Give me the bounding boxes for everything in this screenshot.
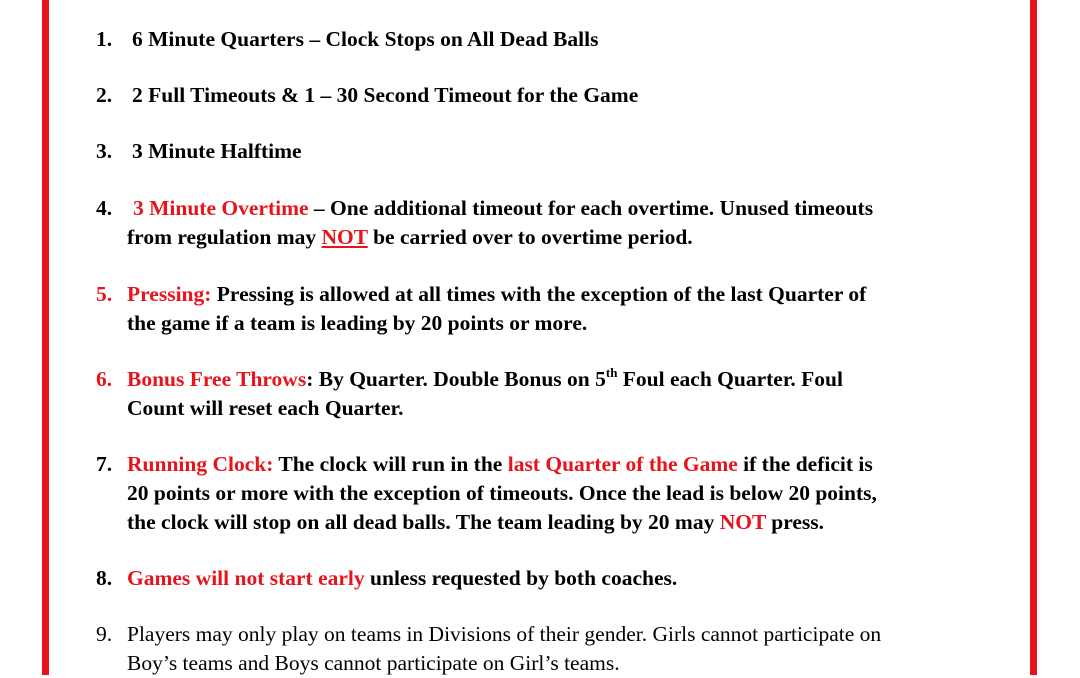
rule-highlight: last Quarter of the Game — [507, 452, 738, 476]
rule-number: 5. — [96, 282, 113, 306]
rule-line: – One additional timeout for each overtime. Unused timeouts — [308, 196, 874, 220]
rule-highlight: Bonus Free Throws — [127, 367, 307, 391]
rule-text: 2 Full Timeouts & 1 – 30 Second Timeout for the Game — [132, 83, 639, 107]
rule-line: be carried over to overtime period. — [367, 225, 693, 249]
rule-line: from regulation may — [127, 225, 322, 249]
rule-line: press. — [765, 510, 825, 534]
rule-highlight: Running Clock: — [127, 452, 274, 476]
emphasis-not: NOT — [321, 225, 368, 249]
rule-line: Count will reset each Quarter. — [127, 396, 404, 420]
rule-text — [127, 450, 1012, 537]
page-border-right — [1030, 0, 1037, 675]
rule-highlight: Pressing: — [127, 282, 212, 306]
rule-highlight: 3 Minute Overtime — [133, 196, 309, 220]
rule-number: 9. — [96, 622, 113, 646]
rule-text — [127, 194, 1012, 252]
rule-line: Pressing is allowed at all times with the exception of the last Quarter of — [211, 282, 867, 306]
page-border-left — [42, 0, 49, 675]
rule-text — [127, 620, 1012, 678]
rule-line: : By Quarter. Double Bonus on 5 — [306, 367, 606, 391]
rule-line: The clock will run in the — [273, 452, 508, 476]
emphasis-not: NOT — [719, 510, 766, 534]
rule-text — [127, 564, 1012, 593]
rule-number: 8. — [96, 566, 113, 590]
rule-line: if the deficit is — [737, 452, 873, 476]
rule-line: 20 points or more with the exception of timeouts. Once the lead is below 20 points, — [127, 481, 877, 505]
rule-line: the clock will stop on all dead balls. The team leading by 20 may — [127, 510, 720, 534]
superscript: th — [605, 364, 618, 380]
rule-line: Foul each Quarter. Foul — [617, 367, 843, 391]
rule-number: 7. — [96, 452, 113, 476]
rule-number: 3. — [96, 139, 113, 163]
rule-line: the game if a team is leading by 20 points or more. — [127, 311, 588, 335]
rule-line: unless requested by both coaches. — [364, 566, 678, 590]
rule-text: 3 Minute Halftime — [132, 139, 302, 163]
rule-number: 6. — [96, 367, 113, 391]
rule-number: 4. — [96, 196, 113, 220]
rule-text — [127, 365, 1012, 423]
rule-highlight: Games will not start early — [127, 566, 365, 590]
rule-text — [127, 280, 1012, 338]
rule-number: 1. — [96, 27, 113, 51]
rule-text: 6 Minute Quarters – Clock Stops on All Dead Balls — [132, 27, 599, 51]
rule-line: Boy’s teams and Boys cannot participate on Girl’s teams. — [127, 651, 620, 675]
rule-number: 2. — [96, 83, 113, 107]
rule-line: Players may only play on teams in Divisions of their gender. Girls cannot participate on — [127, 622, 882, 646]
